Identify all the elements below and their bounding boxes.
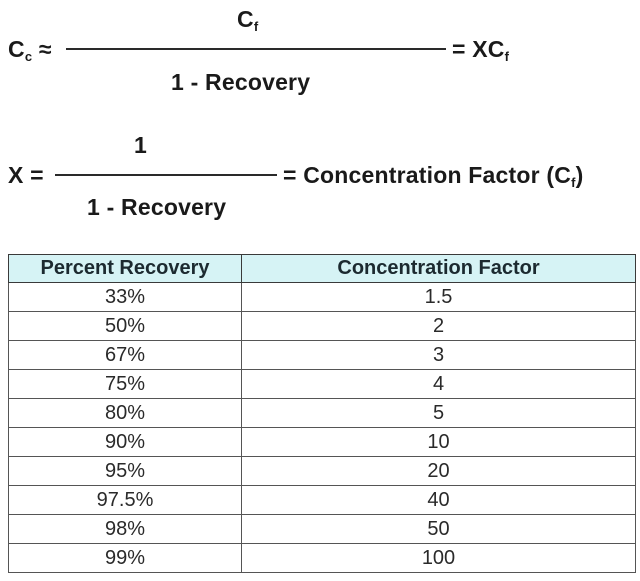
- table-row: [9, 486, 636, 515]
- equation2-denominator: 1 - Recovery: [87, 194, 227, 220]
- table-row: [9, 457, 636, 486]
- percent-recovery-cell: 98%: [9, 515, 242, 544]
- concentration-factor-table: [8, 254, 636, 573]
- concentration-factor-cell: 50: [242, 515, 636, 544]
- concentration-factor-cell: 1.5: [242, 283, 636, 312]
- table-row: [9, 399, 636, 428]
- header-percent-recovery: Percent Recovery: [9, 255, 242, 283]
- concentration-factor-cell: 20: [242, 457, 636, 486]
- percent-recovery-cell: 50%: [9, 312, 242, 341]
- table-header-row: [9, 255, 636, 283]
- percent-recovery-cell: 67%: [9, 341, 242, 370]
- equation1-denominator: 1 - Recovery: [171, 69, 311, 95]
- equation2-rhs: = Concentration Factor $(C_f)$: [283, 162, 584, 190]
- table-row: [9, 428, 636, 457]
- percent-recovery-cell: 80%: [9, 399, 242, 428]
- concentration-factor-cell: 40: [242, 486, 636, 515]
- table-row: [9, 515, 636, 544]
- equation2-lhs: X =: [8, 162, 44, 188]
- table-row: [9, 283, 636, 312]
- concentration-factor-cell: 2: [242, 312, 636, 341]
- table-row: [9, 341, 636, 370]
- percent-recovery-cell: 95%: [9, 457, 242, 486]
- percent-recovery-cell: 75%: [9, 370, 242, 399]
- equation2-fraction-bar: [55, 174, 277, 176]
- percent-recovery-cell: 90%: [9, 428, 242, 457]
- concentration-factor-cell: 3: [242, 341, 636, 370]
- table-row: [9, 370, 636, 399]
- concentration-factor-cell: 4: [242, 370, 636, 399]
- table-row: [9, 544, 636, 573]
- concentration-factor-cell: 5: [242, 399, 636, 428]
- equation1-numerator: $C_f$: [237, 6, 259, 34]
- concentration-factor-cell: 10: [242, 428, 636, 457]
- equation1-lhs: $C_c$ ≈: [8, 36, 52, 64]
- equation1-rhs: = $XC_f$: [452, 36, 510, 64]
- percent-recovery-cell: 33%: [9, 283, 242, 312]
- percent-recovery-cell: 97.5%: [9, 486, 242, 515]
- header-concentration-factor: Concentration Factor: [242, 255, 636, 283]
- concentration-factor-cell: 100: [242, 544, 636, 573]
- equation2-numerator: 1: [134, 132, 147, 158]
- equation1-fraction-bar: [66, 48, 446, 50]
- table-row: [9, 312, 636, 341]
- percent-recovery-cell: 99%: [9, 544, 242, 573]
